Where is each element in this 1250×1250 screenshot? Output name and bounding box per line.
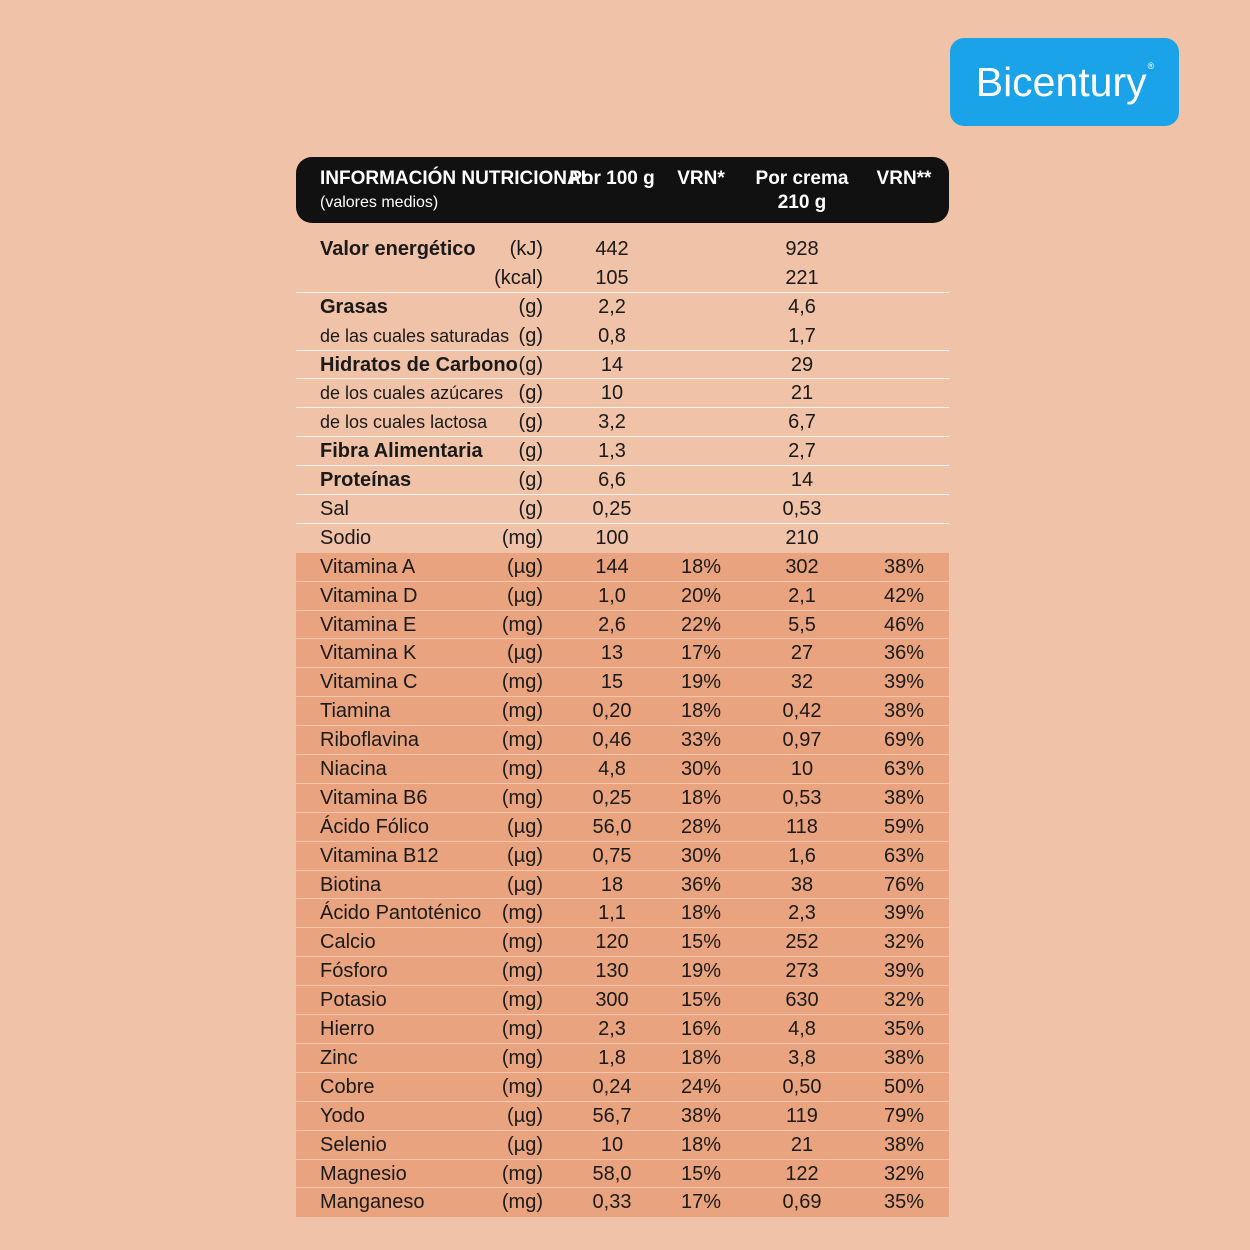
nutrient-name: Ácido Pantoténico	[320, 902, 482, 925]
vrn-per-100g: 19%	[680, 671, 722, 694]
nutrient-unit: (µg)	[507, 1104, 543, 1127]
nutrient-name: Cobre	[320, 1075, 375, 1098]
value-per-serving: 14	[790, 469, 814, 492]
value-per-serving: 0,97	[782, 729, 822, 752]
nutrient-name: Riboflavina	[320, 729, 419, 752]
table-row	[296, 466, 949, 495]
value-per-serving: 2,3	[788, 902, 816, 925]
header-col-crema-line1: Por crema	[755, 168, 849, 189]
nutrient-name: Vitamina C	[320, 671, 418, 694]
nutrient-name: de los cuales azúcares	[320, 383, 504, 404]
vrn-per-serving: 63%	[883, 758, 925, 781]
table-row	[296, 1102, 949, 1131]
table-row	[296, 553, 949, 582]
vrn-per-100g: 30%	[680, 844, 722, 867]
value-per-100g: 0,46	[592, 729, 632, 752]
value-per-serving: 38	[790, 873, 814, 896]
vrn-per-100g: 18%	[680, 902, 722, 925]
brand-logo	[950, 38, 1179, 126]
header-col-vrn1: VRN*	[677, 168, 725, 189]
nutrient-name: Fibra Alimentaria	[320, 440, 483, 463]
value-per-100g: 0,20	[592, 700, 632, 723]
vrn-per-serving: 46%	[883, 613, 925, 636]
vrn-per-serving: 32%	[883, 931, 925, 954]
vrn-per-100g: 15%	[680, 1162, 722, 1185]
value-per-100g: 442	[595, 238, 629, 260]
nutrient-unit: (µg)	[507, 584, 543, 607]
nutrient-name: Calcio	[320, 931, 376, 954]
value-per-100g: 2,3	[598, 1018, 626, 1041]
vrn-per-100g: 15%	[680, 989, 722, 1012]
value-per-100g: 0,8	[598, 324, 626, 347]
vrn-per-100g: 16%	[680, 1018, 722, 1041]
value-per-serving: 118	[786, 815, 818, 838]
value-per-serving: 1,6	[788, 844, 816, 867]
nutrient-unit: (kcal)	[494, 266, 543, 289]
table-row	[296, 1160, 949, 1189]
vrn-per-serving: 35%	[883, 1018, 925, 1041]
table-row	[296, 899, 949, 928]
value-per-100g: 6,6	[598, 469, 626, 492]
nutrient-name: Hidratos de Carbono	[320, 353, 518, 376]
header-title: INFORMACIÓN NUTRICIONAL	[320, 168, 593, 189]
nutrient-name: Hierro	[320, 1018, 375, 1041]
value-per-100g: 10	[600, 1133, 624, 1156]
nutrient-name: Proteínas	[320, 469, 412, 492]
nutrient-name: Potasio	[320, 989, 387, 1012]
nutrient-unit: (mg)	[501, 526, 543, 549]
value-per-serving: 27	[790, 642, 814, 665]
vrn-per-100g: 18%	[680, 700, 722, 723]
value-per-100g: 58,0	[592, 1162, 632, 1185]
table-row	[296, 495, 949, 524]
nutrient-unit: (g)	[518, 353, 543, 376]
nutrient-name: Sal	[320, 498, 349, 521]
table-row	[296, 1131, 949, 1160]
table-row	[296, 293, 949, 322]
value-per-100g: 0,75	[592, 844, 632, 867]
value-per-100g: 0,33	[592, 1191, 632, 1214]
value-per-serving: 3,8	[788, 1046, 816, 1069]
vrn-per-serving: 39%	[883, 960, 925, 983]
value-per-serving: 21	[790, 1133, 814, 1156]
nutrient-unit: (mg)	[501, 902, 543, 925]
value-per-serving: 0,42	[782, 700, 822, 723]
table-row	[296, 1073, 949, 1102]
nutrient-unit: (mg)	[501, 931, 543, 954]
value-per-serving: 21	[790, 382, 814, 405]
value-per-100g: 13	[600, 642, 624, 665]
nutrient-unit: (g)	[518, 295, 543, 318]
value-per-100g: 105	[595, 266, 629, 289]
nutrient-unit: (µg)	[507, 844, 543, 867]
brand-name: Bicentury	[975, 58, 1147, 105]
nutrient-unit: (mg)	[501, 700, 543, 723]
table-row	[296, 726, 949, 755]
vrn-per-serving: 35%	[883, 1191, 925, 1214]
value-per-serving: 6,7	[788, 411, 816, 434]
nutrient-name: Valor energético	[320, 238, 476, 260]
table-row	[296, 639, 949, 668]
table-row	[296, 986, 949, 1015]
vrn-per-serving: 69%	[883, 729, 925, 752]
nutrient-name: Fósforo	[320, 960, 388, 983]
value-per-serving: 2,1	[788, 584, 816, 607]
table-row	[296, 351, 949, 380]
header-subtitle: (valores medios)	[320, 194, 439, 211]
table-row	[296, 437, 949, 466]
vrn-per-100g: 17%	[680, 1191, 722, 1214]
value-per-100g: 0,25	[592, 498, 632, 521]
nutrient-name: Vitamina B12	[320, 844, 439, 867]
vrn-per-serving: 76%	[883, 873, 925, 896]
vrn-per-100g: 18%	[680, 1046, 722, 1069]
nutrient-unit: (mg)	[501, 1018, 543, 1041]
value-per-100g: 1,1	[598, 902, 626, 925]
nutrient-name: Vitamina A	[320, 555, 416, 578]
value-per-100g: 15	[600, 671, 624, 694]
vrn-per-serving: 38%	[883, 700, 925, 723]
value-per-100g: 1,3	[598, 440, 626, 463]
value-per-100g: 144	[595, 555, 629, 578]
table-row	[296, 1044, 949, 1073]
nutrient-name: Vitamina E	[320, 613, 417, 636]
value-per-100g: 3,2	[598, 411, 626, 434]
nutrient-name: Vitamina B6	[320, 786, 428, 809]
vrn-per-serving: 38%	[883, 786, 925, 809]
vrn-per-serving: 39%	[883, 902, 925, 925]
value-per-serving: 210	[785, 526, 819, 549]
value-per-100g: 1,8	[598, 1046, 626, 1069]
nutrient-unit: (mg)	[501, 1075, 543, 1098]
value-per-serving: 273	[785, 960, 819, 983]
vrn-per-serving: 59%	[883, 815, 925, 838]
nutrient-name: Zinc	[320, 1046, 358, 1069]
value-per-serving: 252	[785, 931, 819, 954]
value-per-serving: 302	[785, 555, 819, 578]
value-per-100g: 4,8	[598, 758, 626, 781]
nutrient-unit: (g)	[518, 440, 543, 463]
header-col-vrn2: VRN**	[876, 168, 932, 189]
value-per-serving: 4,6	[788, 295, 816, 318]
nutrient-unit: (mg)	[501, 786, 543, 809]
nutrient-name: Vitamina D	[320, 584, 418, 607]
vrn-per-100g: 18%	[680, 786, 722, 809]
nutrient-unit: (µg)	[507, 873, 543, 896]
vrn-per-serving: 32%	[883, 989, 925, 1012]
table-header	[296, 157, 949, 223]
vrn-per-100g: 36%	[680, 873, 722, 896]
value-per-serving: 119	[786, 1104, 818, 1127]
table-row	[296, 582, 949, 611]
table-row	[296, 668, 949, 697]
nutrient-name: Magnesio	[320, 1162, 407, 1185]
table-row	[296, 1188, 949, 1217]
nutrient-unit: (g)	[518, 498, 543, 521]
vrn-per-100g: 18%	[680, 1133, 722, 1156]
nutrient-name: Ácido Fólico	[320, 815, 429, 838]
vrn-per-100g: 24%	[680, 1075, 722, 1098]
table-row	[296, 755, 949, 784]
vrn-per-serving: 63%	[883, 844, 925, 867]
table-row	[296, 611, 949, 640]
vrn-per-100g: 28%	[680, 815, 722, 838]
value-per-serving: 122	[785, 1162, 819, 1185]
vrn-per-100g: 33%	[680, 729, 722, 752]
value-per-100g: 300	[595, 989, 629, 1012]
vrn-per-serving: 42%	[883, 584, 925, 607]
value-per-100g: 120	[595, 931, 629, 954]
nutrient-unit: (mg)	[501, 1162, 543, 1185]
value-per-serving: 928	[785, 238, 819, 260]
nutrient-unit: (mg)	[501, 1191, 543, 1214]
vrn-per-100g: 20%	[680, 584, 722, 607]
vrn-per-serving: 50%	[883, 1075, 925, 1098]
nutrient-unit: (mg)	[501, 960, 543, 983]
value-per-serving: 29	[790, 353, 814, 376]
vrn-per-serving: 38%	[883, 1133, 925, 1156]
value-per-100g: 100	[595, 526, 629, 549]
value-per-100g: 0,24	[592, 1075, 632, 1098]
vrn-per-100g: 18%	[680, 555, 722, 578]
value-per-100g: 2,2	[598, 295, 626, 318]
nutrient-unit: (kJ)	[509, 238, 543, 260]
header-title-block	[320, 167, 592, 215]
nutrient-unit: (µg)	[507, 642, 543, 665]
nutrient-name: de los cuales lactosa	[320, 412, 488, 433]
table-row	[296, 813, 949, 842]
table-row	[296, 408, 949, 437]
nutrient-unit: (g)	[518, 411, 543, 434]
value-per-100g: 14	[600, 353, 624, 376]
header-col-per100: Por 100 g	[569, 168, 655, 189]
header-col-crema-line2: 210 g	[777, 192, 827, 213]
vrn-per-serving: 79%	[883, 1104, 925, 1127]
value-per-100g: 10	[600, 382, 624, 405]
nutrient-name: Sodio	[320, 526, 372, 549]
value-per-100g: 2,6	[598, 613, 626, 636]
nutrient-unit: (µg)	[507, 815, 543, 838]
nutrient-name: de las cuales saturadas	[320, 325, 510, 346]
table-row	[296, 379, 949, 408]
table-row	[296, 957, 949, 986]
nutrient-unit: (mg)	[501, 989, 543, 1012]
value-per-serving: 32	[790, 671, 814, 694]
nutrient-name: Manganeso	[320, 1191, 425, 1214]
value-per-serving: 221	[785, 266, 819, 289]
nutrient-name: Tiamina	[320, 700, 391, 723]
vrn-per-100g: 19%	[680, 960, 722, 983]
table-row	[296, 871, 949, 900]
nutrient-name: Grasas	[320, 295, 388, 318]
nutrient-unit: (µg)	[507, 555, 543, 578]
value-per-serving: 0,53	[782, 786, 822, 809]
nutrient-unit: (mg)	[501, 613, 543, 636]
header-col-crema	[750, 167, 854, 215]
table-row	[296, 322, 949, 351]
table-row	[296, 235, 949, 264]
vrn-per-serving: 32%	[883, 1162, 925, 1185]
nutrient-unit: (g)	[518, 324, 543, 347]
nutrient-name: Yodo	[320, 1104, 365, 1127]
nutrient-name: Selenio	[320, 1133, 387, 1156]
registered-mark: ®	[1147, 61, 1155, 71]
vrn-per-serving: 38%	[883, 1046, 925, 1069]
nutrient-unit: (g)	[518, 469, 543, 492]
vrn-per-100g: 30%	[680, 758, 722, 781]
vrn-per-100g: 17%	[680, 642, 722, 665]
nutrient-name: Niacina	[320, 758, 387, 781]
nutrient-unit: (mg)	[501, 758, 543, 781]
vrn-per-100g: 15%	[680, 931, 722, 954]
vrn-per-serving: 39%	[883, 671, 925, 694]
value-per-serving: 10	[790, 758, 814, 781]
value-per-100g: 0,25	[592, 786, 632, 809]
table-row	[296, 928, 949, 957]
nutrient-name: Vitamina K	[320, 642, 417, 665]
value-per-100g: 56,7	[592, 1104, 632, 1127]
table-row	[296, 1015, 949, 1044]
value-per-serving: 0,53	[782, 498, 822, 521]
nutrient-unit: (mg)	[501, 1046, 543, 1069]
vrn-per-serving: 38%	[883, 555, 925, 578]
value-per-serving: 1,7	[788, 324, 816, 347]
value-per-100g: 56,0	[592, 815, 632, 838]
value-per-100g: 1,0	[598, 584, 626, 607]
table-row	[296, 264, 949, 293]
nutrient-name: Biotina	[320, 873, 382, 896]
value-per-serving: 630	[785, 989, 819, 1012]
nutrient-unit: (g)	[518, 382, 543, 405]
table-row	[296, 524, 949, 553]
vrn-per-serving: 36%	[883, 642, 925, 665]
value-per-100g: 18	[600, 873, 624, 896]
value-per-serving: 0,50	[782, 1075, 822, 1098]
value-per-serving: 4,8	[788, 1018, 816, 1041]
table-row	[296, 784, 949, 813]
vrn-per-100g: 38%	[680, 1104, 722, 1127]
nutrient-unit: (mg)	[501, 729, 543, 752]
value-per-serving: 0,69	[782, 1191, 822, 1214]
value-per-100g: 130	[595, 960, 629, 983]
nutrition-rows	[296, 235, 949, 1217]
nutrient-unit: (mg)	[501, 671, 543, 694]
value-per-serving: 2,7	[788, 440, 816, 463]
table-row	[296, 697, 949, 726]
table-row	[296, 842, 949, 871]
nutrient-unit: (µg)	[507, 1133, 543, 1156]
vrn-per-100g: 22%	[680, 613, 722, 636]
value-per-serving: 5,5	[788, 613, 816, 636]
